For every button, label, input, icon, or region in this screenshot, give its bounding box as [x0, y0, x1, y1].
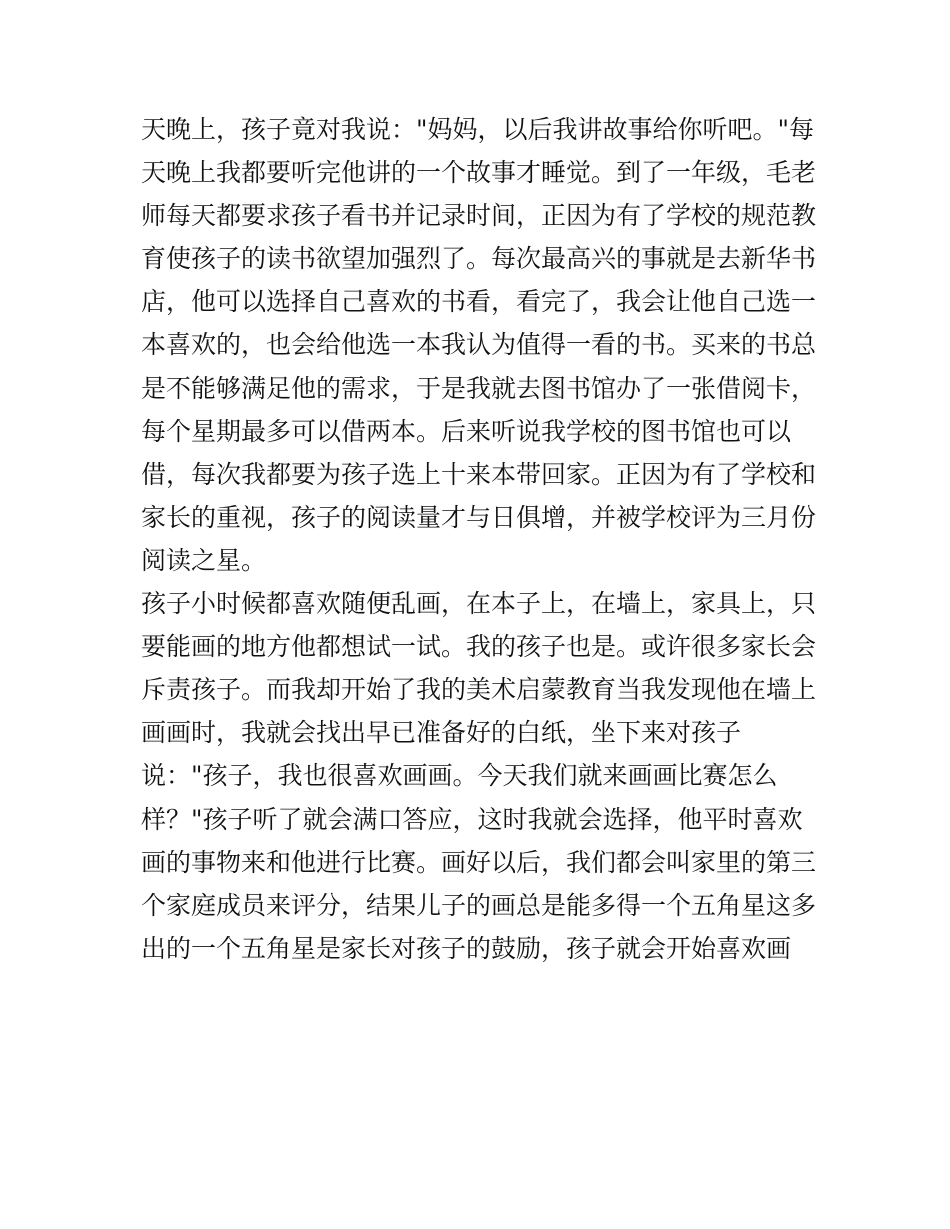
body-text	[141, 108, 831, 970]
text-line: 画画时，我就会找出早已准备好的白纸，坐下来对孩子	[141, 718, 742, 748]
text-line: 斥责孩子。而我却开始了我的美术启蒙教育当我发现他在墙上	[141, 675, 817, 705]
text-line: 家长的重视，孩子的阅读量才与日俱增，并被学校评为三月份	[141, 502, 817, 532]
text-line: 阅读之星。	[141, 545, 267, 575]
text-line: 店，他可以选择自己喜欢的书看，看完了，我会让他自己选一	[141, 287, 817, 317]
text-line: 要能画的地方他都想试一试。我的孩子也是。或许很多家长会	[141, 632, 817, 662]
text-line: 每个星期最多可以借两本。后来听说我学校的图书馆也可以	[141, 416, 792, 446]
text-line: 画的事物来和他进行比赛。画好以后，我们都会叫家里的第三	[141, 847, 817, 877]
text-line: 个家庭成员来评分，结果儿子的画总是能多得一个五角星这多	[141, 890, 817, 920]
text-line: 本喜欢的，也会给他选一本我认为值得一看的书。买来的书总	[141, 330, 817, 360]
text-line: 天晚上，孩子竟对我说："妈妈，以后我讲故事给你听吧。"每	[141, 115, 815, 144]
text-line: 样？"孩子听了就会满口答应，这时我就会选择，他平时喜欢	[141, 804, 803, 834]
text-line: 孩子小时候都喜欢随便乱画，在本子上，在墙上，家具上，只	[141, 589, 817, 619]
text-line: 出的一个五角星是家长对孩子的鼓励，孩子就会开始喜欢画	[141, 933, 792, 963]
text-line: 说："孩子，我也很喜欢画画。今天我们就来画画比赛怎么	[141, 761, 778, 791]
text-line: 育使孩子的读书欲望加强烈了。每次最高兴的事就是去新华书	[141, 244, 817, 274]
text-line: 是不能够满足他的需求，于是我就去图书馆办了一张借阅卡，	[141, 373, 817, 403]
text-line: 借，每次我都要为孩子选上十来本带回家。正因为有了学校和	[141, 459, 817, 489]
text-line: 师每天都要求孩子看书并记录时间，正因为有了学校的规范教	[141, 201, 817, 231]
text-line: 天晚上我都要听完他讲的一个故事才睡觉。到了一年级，毛老	[141, 158, 817, 188]
